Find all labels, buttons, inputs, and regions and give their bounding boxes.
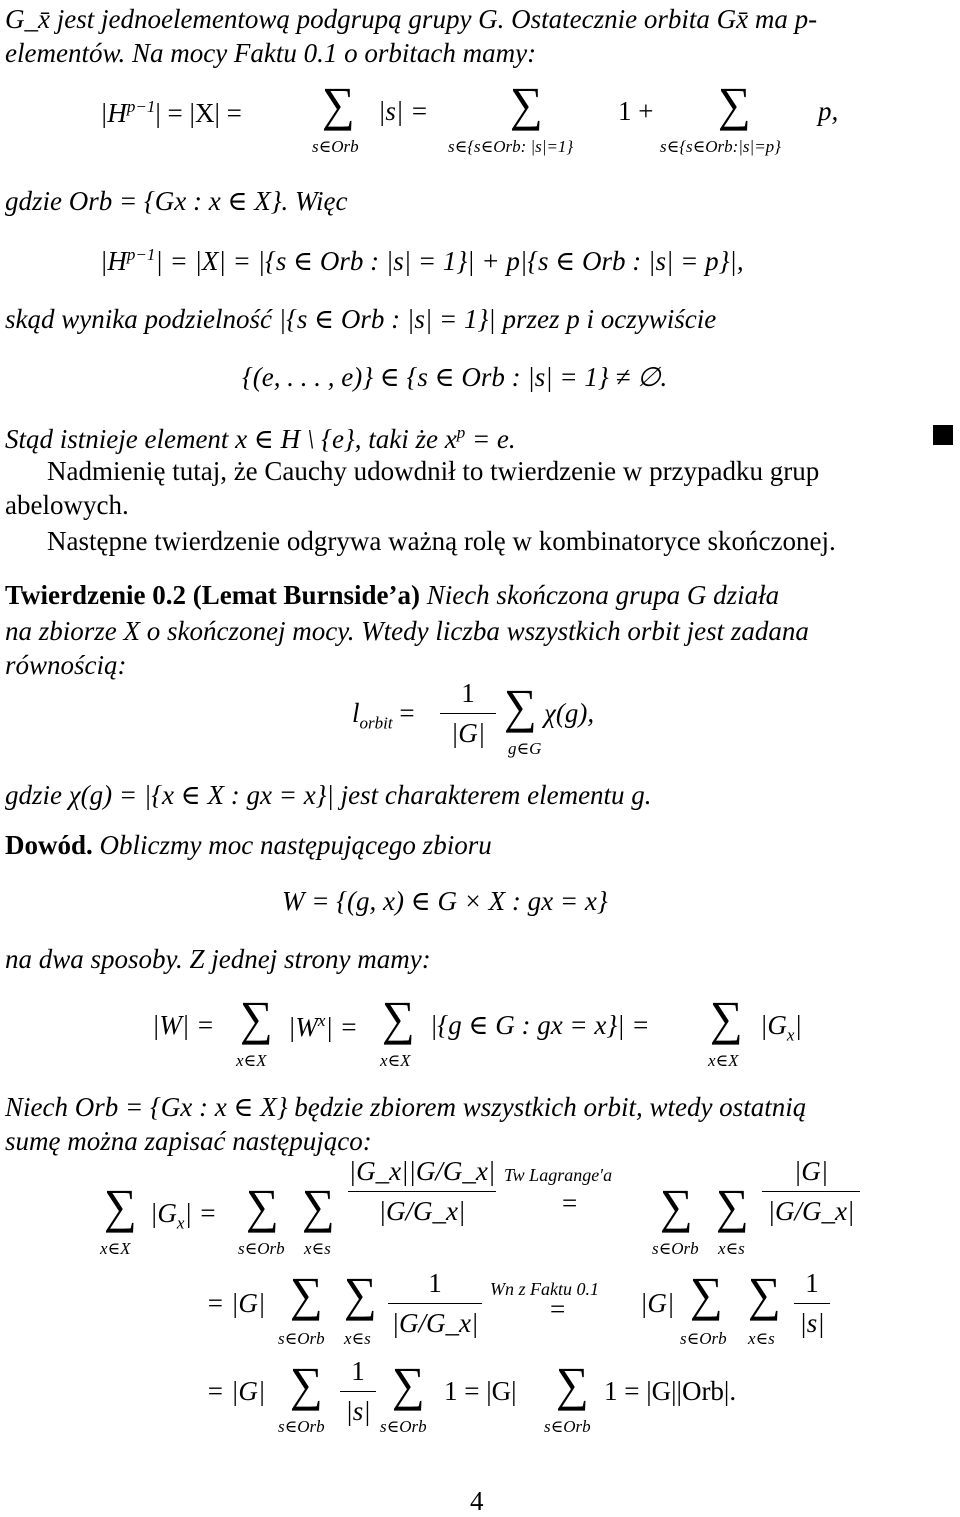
text-line-2: elementów. Na mocy Faktu 0.1 o orbitach mamy: <box>5 38 537 68</box>
eq1-one: 1 + <box>618 96 654 126</box>
sum-subscript: x∈X <box>380 1051 411 1070</box>
eq6-d: $|G_x|$ <box>760 1010 802 1045</box>
sum-symbol: ∑ <box>302 1179 335 1234</box>
page-number: 4 <box>470 1486 484 1516</box>
sum-symbol: ∑ <box>246 1179 279 1234</box>
sum-subscript: s∈Orb <box>652 1239 699 1258</box>
eq6-c: |{g ∈ G : gx = x}| = <box>430 1010 650 1040</box>
sum-subscript: x∈X <box>100 1239 131 1258</box>
equation-5: W = {(g, x) ∈ G × X : gx = x} <box>282 886 608 916</box>
sum-symbol: ∑ <box>716 1179 749 1234</box>
sum-subscript: s∈Orb <box>238 1239 285 1258</box>
theorem-text-3: równością: <box>5 650 127 680</box>
eq7-a: $|G_x|$ = <box>150 1198 217 1233</box>
eq4-left: $l_{orbit}$ = <box>352 698 415 733</box>
sum-subscript: s∈Orb <box>278 1417 325 1436</box>
sum-symbol: ∑ <box>344 1267 377 1322</box>
sum-subscript: s∈Orb <box>380 1417 427 1436</box>
sum-symbol: ∑ <box>710 991 743 1046</box>
sum-symbol: ∑ <box>322 77 355 132</box>
sum-symbol: ∑ <box>290 1357 323 1412</box>
text-line-6: Nadmienię tutaj, że Cauchy udowdnił to twierdzenie w przypadku grup <box>47 456 820 486</box>
sum-symbol: ∑ <box>382 991 415 1046</box>
sum-subscript: x∈s <box>344 1329 371 1348</box>
sum-symbol: ∑ <box>510 77 543 132</box>
sum-subscript: s∈{s∈Orb:|s|=p} <box>660 137 781 156</box>
eq1-s: |s| = <box>378 96 429 126</box>
sum-symbol: ∑ <box>290 1267 323 1322</box>
text-line-5: Stąd istnieje element x ∈ H \ {e}, taki że $x^p = e$. <box>5 423 516 454</box>
eq9-fraction: 1 |s| <box>340 1358 376 1425</box>
qed-mark <box>933 425 953 445</box>
equation-2: $|H^{p-1}| = |X| = |\{s$ ∈ Orb : |s| = 1}| + p|{s ∈ Orb : |s| = p}|, <box>100 245 744 276</box>
sum-subscript: x∈s <box>748 1329 775 1348</box>
sum-symbol: ∑ <box>504 679 537 734</box>
eq6-b: $|W^x|$ = <box>288 1011 358 1042</box>
eq8-fraction-2: 1 |s| <box>794 1270 830 1337</box>
text-line-9: gdzie χ(g) = |{x ∈ X : gx = x}| jest charakterem elementu g. <box>5 780 652 810</box>
sum-symbol: ∑ <box>556 1357 589 1412</box>
equation-3: {(e, . . . , e)} ∈ {s ∈ Orb : |s| = 1} ≠ ∅. <box>242 362 668 392</box>
sum-subscript: s∈Orb <box>312 137 359 156</box>
eq7-eqsign: = <box>562 1188 578 1218</box>
text-line-3: gdzie Orb = {Gx : x ∈ X}. Więc <box>5 186 348 216</box>
text-line-10: na dwa sposoby. Z jednej strony mamy: <box>5 944 431 974</box>
proof-label: Dowód. <box>5 830 93 860</box>
eq4-fraction: 1 |G| <box>440 680 496 747</box>
theorem-name: (Lemat Burnside’a) <box>192 580 420 610</box>
eq9-c: 1 = |G||Orb|. <box>604 1376 737 1406</box>
sum-symbol: ∑ <box>718 77 751 132</box>
sum-symbol: ∑ <box>748 1267 781 1322</box>
eq7-fraction-1: |G_x||G/G_x| |G/G_x| <box>348 1156 496 1226</box>
sum-subscript: x∈s <box>718 1239 745 1258</box>
eq9-b: 1 = |G| <box>444 1376 517 1406</box>
eq1-p: p, <box>818 96 839 126</box>
eq8-label: Wn z Faktu 0.1 <box>490 1279 599 1299</box>
text-line-11: Niech Orb = {Gx : x ∈ X} będzie zbiorem wszystkich orbit, wtedy ostatnią <box>5 1092 807 1122</box>
text-line-1: G_x̄ jest jednoelementową podgrupą grupy G. Ostatecznie orbita Gx̄ ma p- <box>5 4 818 34</box>
text-line-12: sumę można zapisać następująco: <box>5 1126 372 1156</box>
eq6-a: |W| = <box>152 1010 215 1040</box>
eq8-b: |G| <box>640 1288 675 1318</box>
sum-symbol: ∑ <box>660 1179 693 1234</box>
sum-subscript: s∈{s∈Orb: |s|=1} <box>448 137 574 156</box>
text-line-4: skąd wynika podzielność |{s ∈ Orb : |s| = 1}| przez p i oczywiście <box>5 304 717 334</box>
eq4-chi: χ(g), <box>544 698 595 728</box>
sum-subscript: x∈X <box>236 1051 267 1070</box>
eq7-label: Tw Lagrange′a <box>504 1165 613 1185</box>
sum-symbol: ∑ <box>240 991 273 1046</box>
eq8-a: = |G| <box>206 1288 266 1318</box>
sum-subscript: s∈Orb <box>680 1329 727 1348</box>
theorem-header: Twierdzenie 0.2 (Lemat Burnside’a) Niech skończona grupa G działa <box>5 580 780 610</box>
sum-subscript: g∈G <box>508 739 542 758</box>
sum-symbol: ∑ <box>104 1179 137 1234</box>
sum-symbol: ∑ <box>690 1267 723 1322</box>
sum-subscript: s∈Orb <box>544 1417 591 1436</box>
sum-subscript: x∈s <box>304 1239 331 1258</box>
sum-symbol: ∑ <box>392 1357 425 1412</box>
eq8-fraction-1: 1 |G/G_x| <box>388 1270 482 1337</box>
theorem-text-2: na zbiorze X o skończonej mocy. Wtedy liczba wszystkich orbit jest zadana <box>5 616 809 646</box>
sum-subscript: s∈Orb <box>278 1329 325 1348</box>
text-line-7: abelowych. <box>5 490 129 520</box>
sum-subscript: x∈X <box>708 1051 739 1070</box>
eq1-left: $|H^{p-1}| = |X|$ = <box>100 97 242 128</box>
text-line-8: Następne twierdzenie odgrywa ważną rolę w kombinatoryce skończonej. <box>47 526 836 556</box>
proof-header: Dowód. Obliczmy moc następującego zbioru <box>5 830 492 860</box>
eq9-a: = |G| <box>206 1376 266 1406</box>
theorem-label: Twierdzenie 0.2 <box>5 580 186 610</box>
eq7-fraction-2: |G| |G/G_x| <box>762 1158 860 1225</box>
eq8-eqsign: = <box>550 1294 566 1324</box>
